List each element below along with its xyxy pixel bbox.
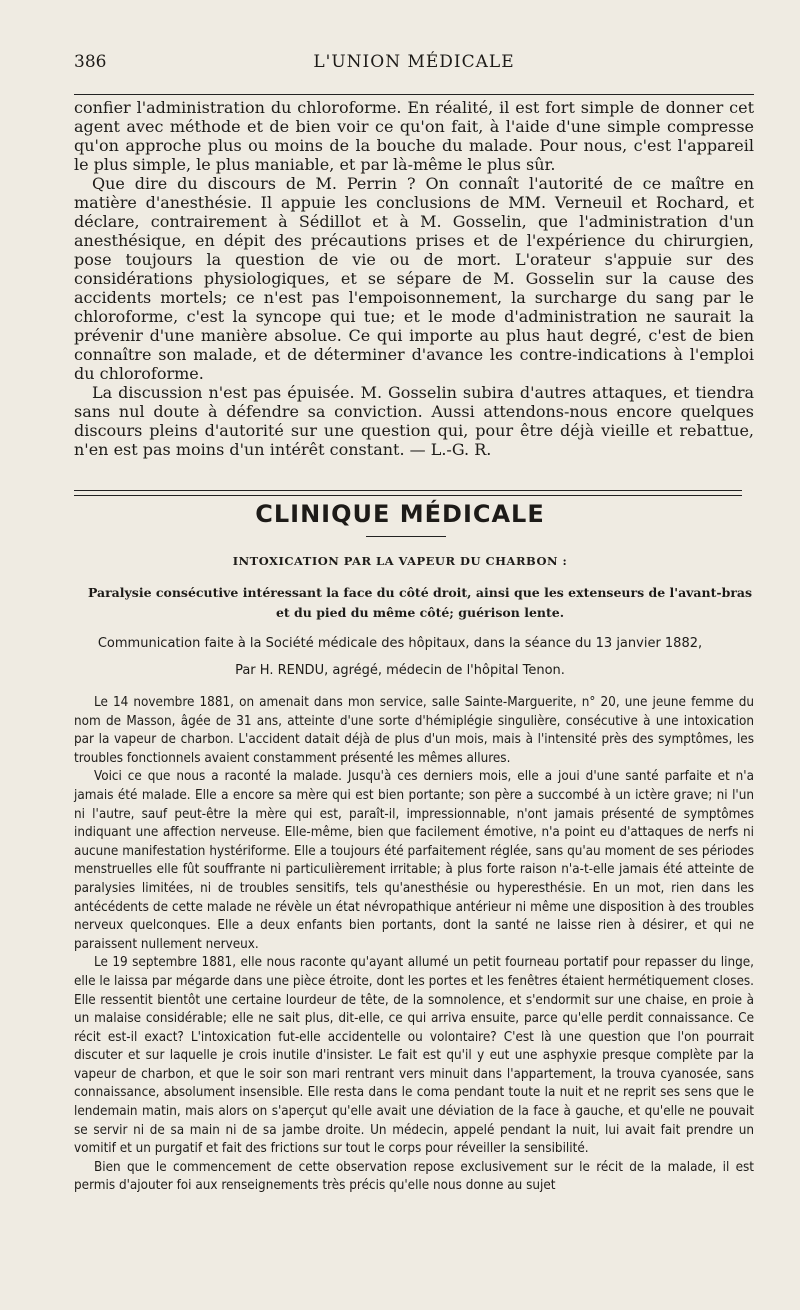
section-subtitle: INTOXICATION PAR LA VAPEUR DU CHARBON :: [232, 554, 568, 568]
previous-article: [74, 98, 754, 459]
running-title: L'UNION MÉDICALE: [313, 52, 515, 72]
paragraph: confier l'administration du chloroforme. En réalité, il est fort simple de donner cet agent avec méthode et de bien voir ce qu'on fait, à l'aide d'une simple compresse qu'on approche plus ou moins de la bouche du malade. Pour nous, c'est l'appareil le plus simple, le plus maniable, et par là-même le plus sûr.: [74, 98, 754, 174]
paragraph: Que dire du discours de M. Perrin ? On connaît l'autorité de ce maître en matière d'anesthésie. Il appuie les conclusions de MM. Verneuil et Rochard, et déclare, contrairement à Sédillot et à M. Gosselin, que l'administration d'un anesthésique, en dépit des précautions prises et de l'expérience du chirurgien, pose toujours la question de vie ou de mort. L'orateur s'appuie sur des considérations physiologiques, et se sépare de M. Gosselin sur la cause des accidents mortels; ce n'est pas l'empoisonnement, la surcharge du sang par le chloroforme, c'est la syncope qui tue; et le mode d'administration ne saurait la prévenir d'une manière absolue. Ce qui importe au plus haut degré, c'est de bien connaître son malade, et de déterminer d'avance les contre-indications à l'emploi du chloroforme.: [74, 174, 754, 383]
paragraph: Voici ce que nous a raconté la malade. Jusqu'à ces derniers mois, elle a joui d'une santé parfaite et n'a jamais été malade. Elle a encore sa mère qui est bien portante; son père a succombé à un ictère grave; ni l'un ni l'autre, sauf peut-être la mère qui est, paraît-il, impressionnable, n'ont jamais présenté de symptômes indiquant une affection nerveuse. Elle-même, bien que facilement émotive, n'a point eu d'attaques de nerfs ni aucune manifestation hystériforme. Elle a toujours été parfaitement réglée, sans qu'au moment de ses périodes menstruelles elle fût souffrante ni particulièrement irritable; à plus forte raison n'a-t-elle jamais été atteinte de paralysies limitées, ni de troubles sensitifs, tels qu'anesthésie ou hyperesthésie. En un mot, rien dans les antécédents de cette malade ne révèle un état névropathique antérieur ni même une disposition à des troubles nerveux quelconques. Elle a deux enfants bien portants, dont la santé ne laisse rien à désirer, et qui ne paraissent nullement nerveux.: [74, 769, 754, 952]
communication-line: Communication faite à la Société médicale des hôpitaux, dans la séance du 13 janvier 1882,: [97, 636, 703, 651]
paragraph: La discussion n'est pas épuisée. M. Gosselin subira d'autres attaques, et tiendra sans nul doute à défendre sa conviction. Aussi attendons-nous encore quelques discours pleins d'autorité sur une question qui, pour être déjà vieille et rebattue, n'en est pas moins d'un intérêt constant. — L.-G. R.: [74, 383, 754, 459]
page-number: 386: [74, 52, 107, 72]
section-divider: [74, 490, 742, 496]
communication-note: [0, 630, 800, 684]
paragraph: Le 19 septembre 1881, elle nous raconte qu'ayant allumé un petit fourneau portatif pour repasser du linge, elle le laissa par mégarde dans une pièce étroite, dont les portes et les fenêtres étaient hermétiquement closes. Elle ressentit bientôt une certaine lourdeur de tête, de la somnolence, et s'endormit sur une chaise, en proie à un malaise considérable; elle ne sait plus, dit-elle, ce qui arriva ensuite, parce qu'elle perdit connaissance. Ce récit est-il exact? L'intoxication fut-elle accidentelle ou volontaire? C'est là une question que l'on pourrait discuter et sur laquelle je crois inutile d'insister. Le fait est qu'il y eut une asphyxie presque complète par la vapeur de charbon, et que le soir son mari rentrant vers minuit dans l'appartement, la trouva cyanosée, sans connaissance, absolument insensible. Elle resta dans le coma pendant toute la nuit et ne reprit ses sens que le lendemain matin, mais alors on s'aperçut qu'elle avait une déviation de la face à gauche, et qu'elle ne pouvait se servir ni de sa main ni de sa jambe droite. Un médecin, appelé pendant la nuit, lui avait fait prendre un vomitif et un purgatif et fait des frictions sur tout le corps pour réveiller la sensibilité.: [74, 955, 754, 1157]
paragraph: Le 14 novembre 1881, on amenait dans mon service, salle Sainte-Marguerite, n° 20, une jeune femme du nom de Masson, âgée de 31 ans, atteinte d'une sorte d'hémiplégie singulière, consécutive à une intoxication par la vapeur de charbon. L'accident datait déjà de plus d'un mois, mais à l'intensité près des symptômes, les troubles fonctionnels avaient constamment présenté les mêmes allures.: [74, 695, 754, 766]
page-header: [74, 52, 754, 78]
section-title: CLINIQUE MÉDICALE: [255, 500, 545, 528]
article-body: [74, 694, 754, 1196]
author-line: Par H. RENDU, agrégé, médecin de l'hôpital Tenon.: [235, 663, 565, 678]
article-subject: Paralysie consécutive intéressant la face du côté droit, ainsi que les extenseurs de l'avant-bras et du pied du même côté; guérison lente.: [87, 585, 753, 620]
paragraph: Bien que le commencement de cette observation repose exclusivement sur le récit de la malade, il est permis d'ajouter foi aux renseignements très précis qu'elle nous donne au sujet: [74, 1159, 754, 1194]
header-rule: [74, 94, 754, 95]
title-rule: [366, 536, 446, 537]
